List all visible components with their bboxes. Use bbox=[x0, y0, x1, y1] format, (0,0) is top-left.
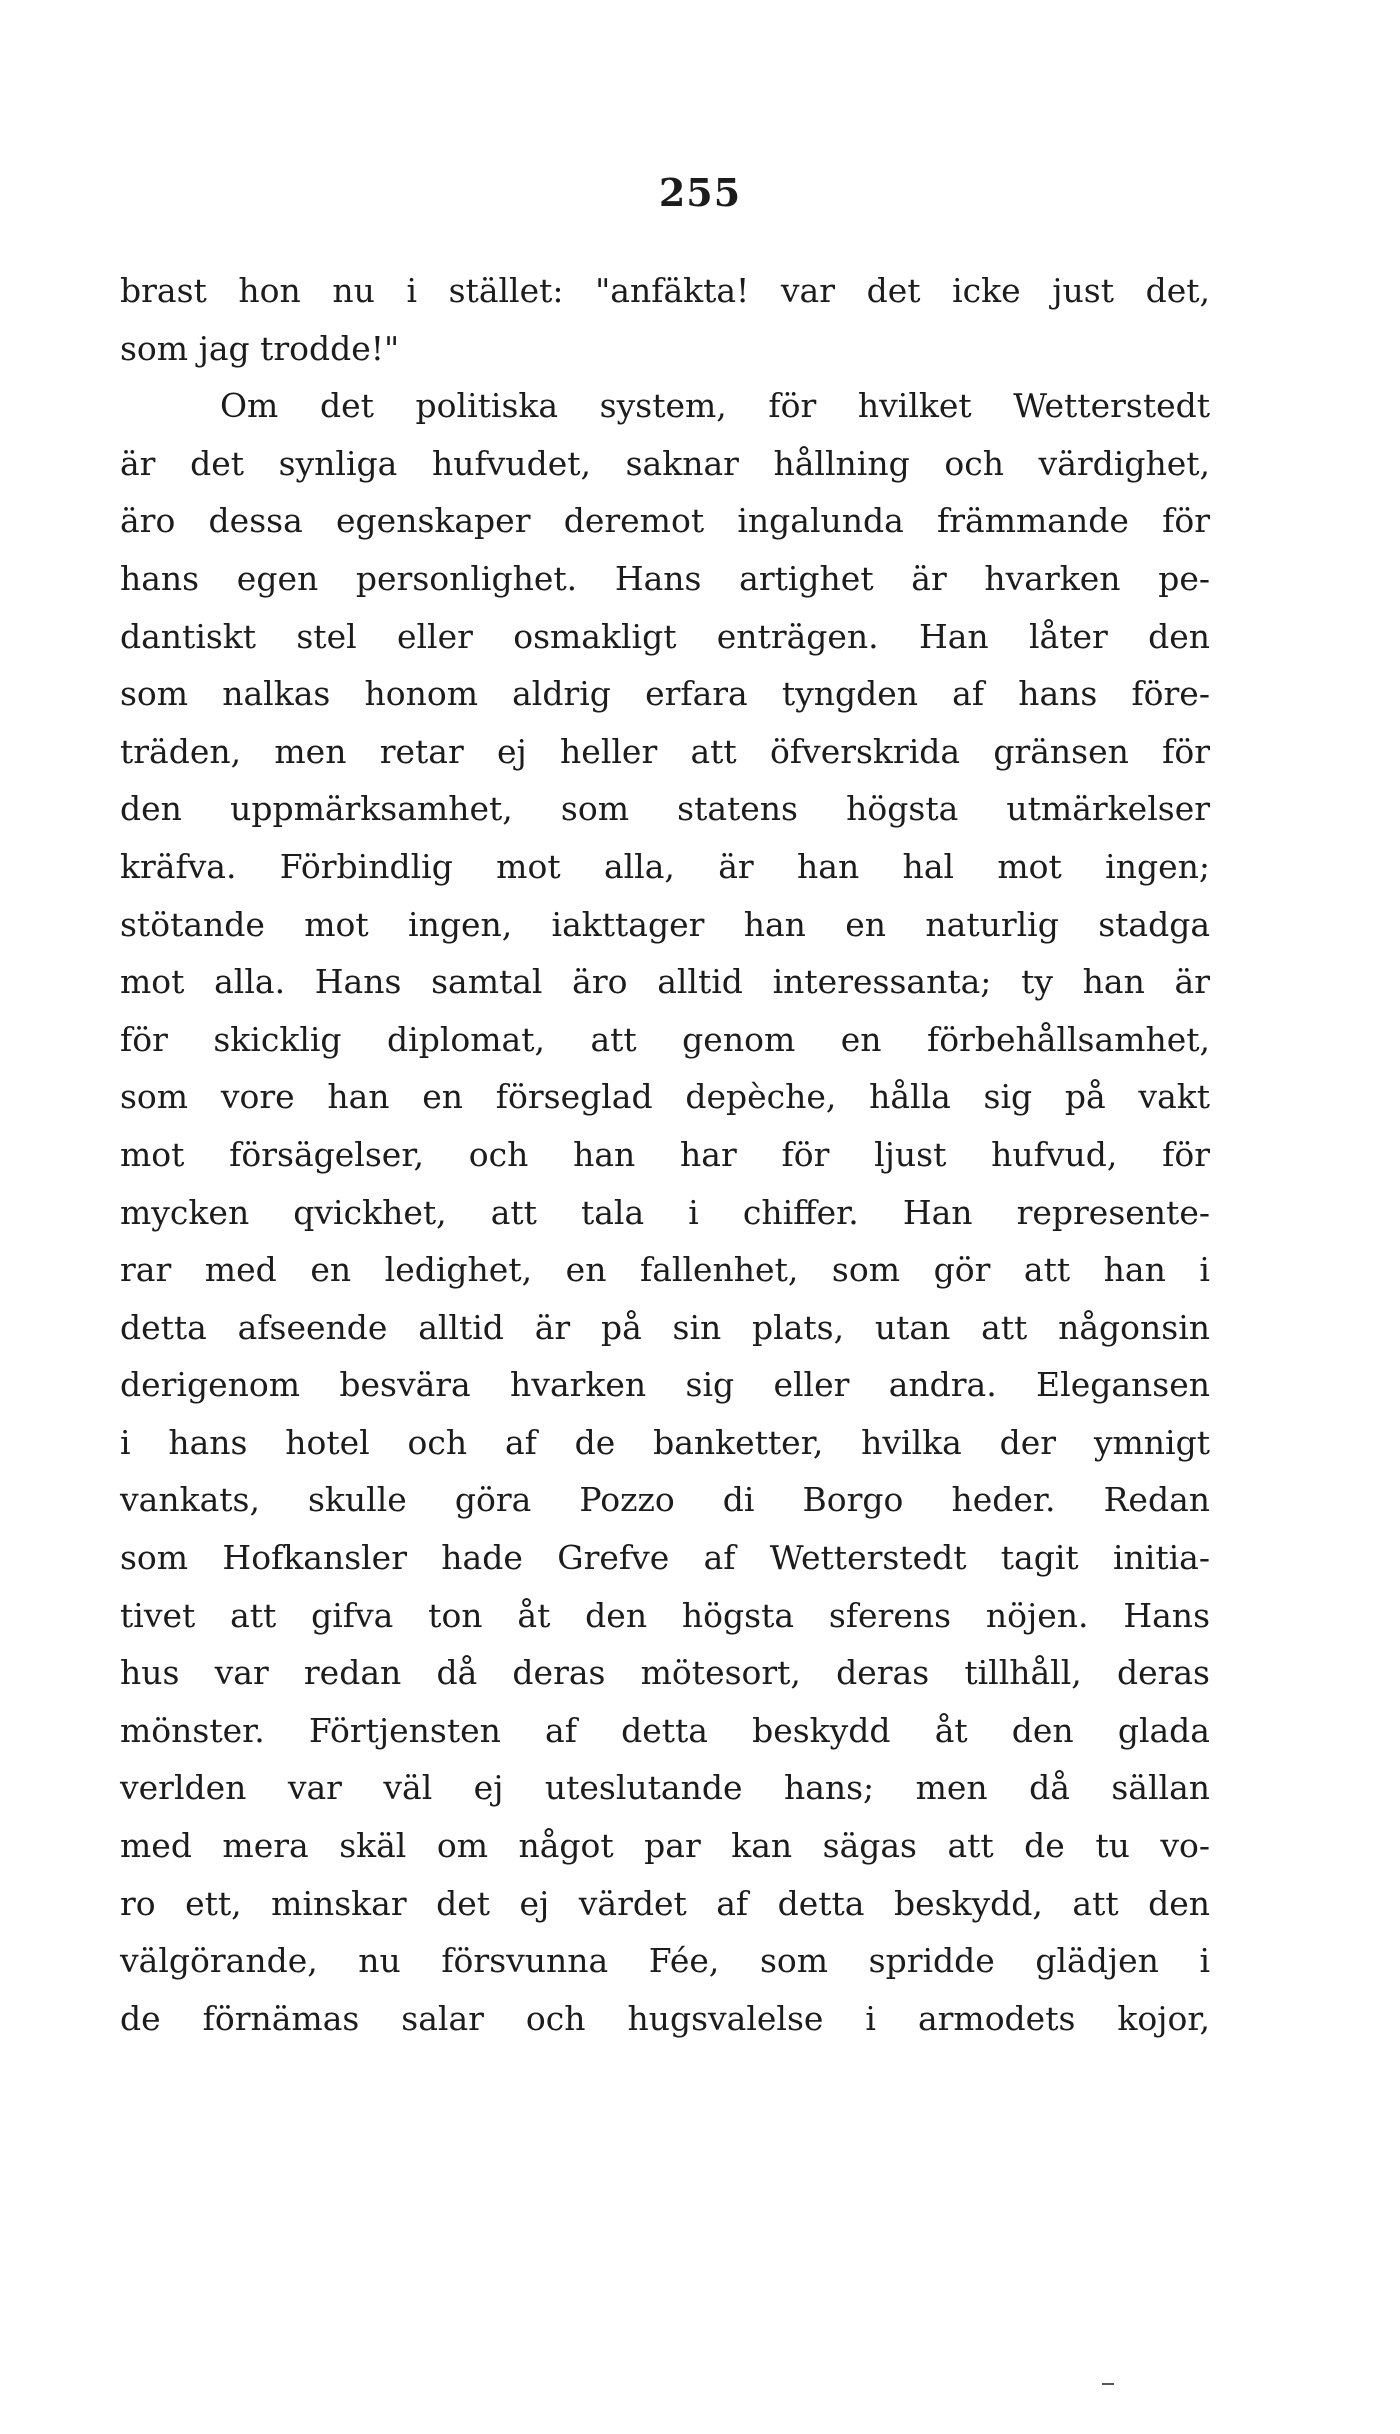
text-line: är det synliga hufvudet, saknar hållning och värdighet, bbox=[120, 443, 1210, 483]
text-line: derigenom besvära hvarken sig eller andra. Elegansen bbox=[120, 1365, 1210, 1405]
text-line: som nalkas honom aldrig erfara tyngden af hans före- bbox=[120, 674, 1210, 714]
text-line: mot alla. Hans samtal äro alltid interessanta; ty han är bbox=[120, 962, 1210, 1002]
text-line: mycken qvickhet, att tala i chiffer. Han represente- bbox=[120, 1192, 1210, 1232]
text-line: som vore han en förseglad depèche, hålla sig på vakt bbox=[120, 1077, 1210, 1117]
text-line: de förnämas salar och hugsvalelse i armodets kojor, bbox=[120, 1998, 1210, 2038]
text-line: hans egen personlighet. Hans artighet är hvarken pe- bbox=[120, 558, 1210, 598]
text-line: som Hofkansler hade Grefve af Wetterstedt tagit initia- bbox=[120, 1538, 1210, 1578]
text-line: välgörande, nu försvunna Fée, som spridde glädjen i bbox=[120, 1941, 1210, 1981]
text-line: rar med en ledighet, en fallenhet, som gör att han i bbox=[120, 1250, 1210, 1290]
text-line: dantiskt stel eller osmakligt enträgen. Han låter den bbox=[120, 616, 1210, 656]
text-line: träden, men retar ej heller att öfverskrida gränsen för bbox=[120, 731, 1210, 771]
text-line: verlden var väl ej uteslutande hans; men då sällan bbox=[120, 1768, 1210, 1808]
text-line: för skicklig diplomat, att genom en förbehållsamhet, bbox=[120, 1019, 1210, 1059]
text-line: äro dessa egenskaper deremot ingalunda främmande för bbox=[120, 501, 1210, 541]
text-line: med mera skäl om något par kan sägas att de tu vo- bbox=[120, 1826, 1210, 1866]
text-line: mönster. Förtjensten af detta beskydd åt den glada bbox=[120, 1710, 1210, 1750]
text-line: tivet att gifva ton åt den högsta sferens nöjen. Hans bbox=[120, 1595, 1210, 1635]
text-line: den uppmärksamhet, som statens högsta utmärkelser bbox=[120, 789, 1210, 829]
text-line: kräfva. Förbindlig mot alla, är han hal mot ingen; bbox=[120, 846, 1210, 886]
body-text bbox=[120, 262, 1210, 2047]
text-line: mot försägelser, och han har för ljust hufvud, för bbox=[120, 1134, 1210, 1174]
page-number: 255 bbox=[658, 170, 742, 215]
text-line: Om det politiska system, för hvilket Wetterstedt bbox=[220, 386, 1210, 426]
text-line: vankats, skulle göra Pozzo di Borgo heder. Redan bbox=[120, 1480, 1210, 1520]
text-line: som jag trodde!" bbox=[120, 328, 400, 368]
text-line: stötande mot ingen, iakttager han en naturlig stadga bbox=[120, 904, 1210, 944]
scan-speck bbox=[1102, 2383, 1114, 2385]
text-line: ro ett, minskar det ej värdet af detta beskydd, att den bbox=[120, 1883, 1210, 1923]
text-line: hus var redan då deras mötesort, deras tillhåll, deras bbox=[120, 1653, 1210, 1693]
text-line: i hans hotel och af de banketter, hvilka der ymnigt bbox=[120, 1422, 1210, 1462]
text-line: detta afseende alltid är på sin plats, utan att någonsin bbox=[120, 1307, 1210, 1347]
text-line: brast hon nu i stället: "anfäkta! var det icke just det, bbox=[120, 271, 1210, 310]
